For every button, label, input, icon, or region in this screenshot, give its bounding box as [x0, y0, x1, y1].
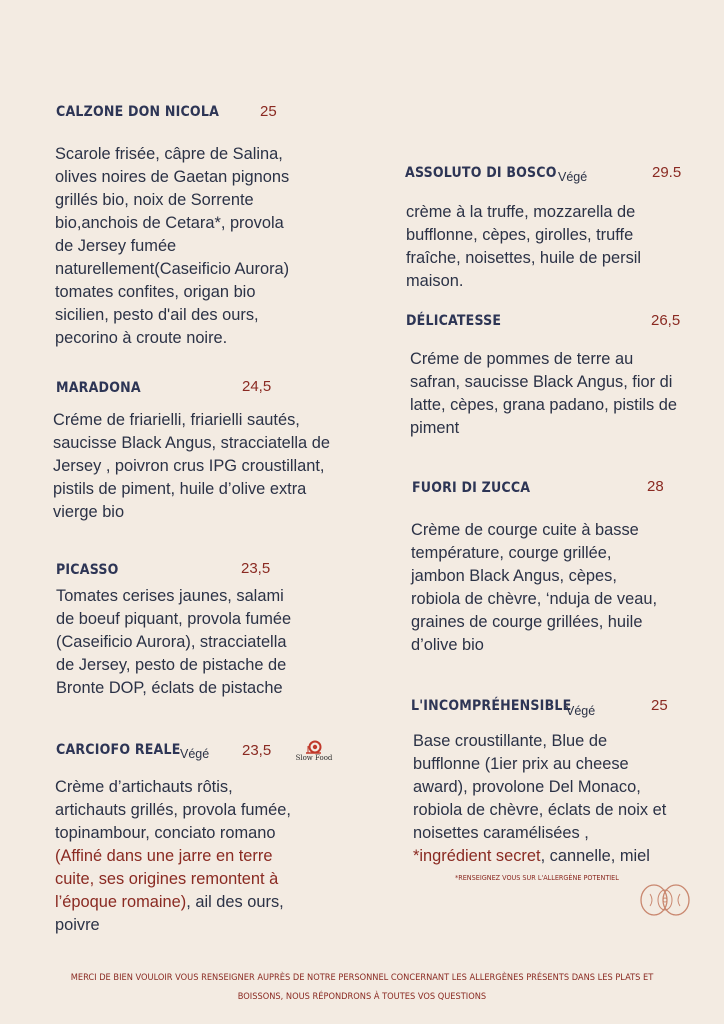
slow-food-label: Slow Food	[295, 754, 333, 762]
item-title-delicatesse: DÉLICATESSE	[406, 313, 502, 329]
desc-line: Crème de courge cuite à basse	[411, 521, 639, 539]
slow-food-badge	[292, 740, 336, 766]
desc-line: grillés bio, noix de Sorrente	[55, 191, 254, 209]
desc-line: latte, cèpes, grana padano, pistils de	[410, 396, 677, 414]
item-desc-fuori	[411, 519, 657, 657]
desc-line: olives noires de Gaetan pignons	[55, 168, 290, 186]
desc-text: , cannelle, miel	[540, 847, 650, 865]
desc-line: saucisse Black Angus, stracciatella de	[53, 434, 330, 452]
allergen-note: *RENSEIGNEZ VOUS SUR L'ALLERGÈNE POTENTIEL	[455, 873, 619, 882]
desc-line: vierge bio	[53, 503, 125, 521]
item-title-fuori: FUORI DI ZUCCA	[412, 480, 531, 496]
desc-line: pecorino à croute noire.	[55, 329, 228, 347]
secret-ingredient: *ingrédient secret	[413, 847, 541, 865]
item-desc-calzone	[55, 143, 289, 350]
desc-line: bio,anchois de Cetara*, provola	[55, 214, 284, 232]
desc-highlight: l’époque romaine)	[55, 893, 187, 911]
restaurant-logo-icon	[638, 882, 692, 918]
desc-line: pistils de piment, huile d’olive extra	[53, 480, 307, 498]
item-title-incomprehensible: L'INCOMPRÉHENSIBLE	[411, 698, 572, 714]
item-price-calzone: 25	[260, 103, 277, 120]
desc-line: artichauts grillés, provola fumée,	[55, 801, 291, 819]
desc-line: naturellement(Caseificio Aurora)	[55, 260, 290, 278]
desc-line	[55, 891, 291, 914]
desc-line-highlight: (Affiné dans une jarre en terre	[55, 847, 273, 865]
desc-line: tomates confites, origan bio	[55, 283, 256, 301]
desc-line: award), provolone Del Monaco,	[413, 778, 641, 796]
item-price-incomprehensible: 25	[651, 697, 668, 714]
desc-line: crème à la truffe, mozzarella de	[406, 203, 636, 221]
desc-line: Base croustillante, Blue de	[413, 732, 608, 750]
desc-line: Bronte DOP, éclats de pistache	[56, 679, 283, 697]
desc-line: jambon Black Angus, cèpes,	[411, 567, 617, 585]
item-title-maradona: MARADONA	[56, 380, 141, 396]
item-desc-delicatesse	[410, 348, 677, 440]
desc-line: robiola de chèvre, ‘nduja de veau,	[411, 590, 658, 608]
item-price-delicatesse: 26,5	[651, 312, 681, 329]
item-desc-maradona	[53, 409, 330, 524]
item-price-maradona: 24,5	[242, 378, 272, 395]
item-vege-assoluto: Végé	[558, 170, 588, 184]
desc-line: sicilien, pesto d'ail des ours,	[55, 306, 259, 324]
desc-line: robiola de chèvre, éclats de noix et	[413, 801, 667, 819]
desc-line: poivre	[55, 916, 100, 934]
item-title-calzone: CALZONE DON NICOLA	[56, 104, 220, 120]
desc-line: (Caseificio Aurora), stracciatella	[56, 633, 287, 651]
desc-line: Créme de friarielli, friarielli sautés,	[53, 411, 300, 429]
item-desc-incomprehensible	[413, 730, 666, 868]
desc-line: topinambour, conciato romano	[55, 824, 276, 842]
desc-line: graines de courge grillées, huile	[411, 613, 643, 631]
desc-line: noisettes caramélisées ,	[413, 824, 589, 842]
desc-line-highlight: cuite, ses origines remontent à	[55, 870, 279, 888]
item-title-carciofo: CARCIOFO REALE	[56, 742, 181, 758]
footer-line: BOISSONS, NOUS RÉPONDRONS À TOUTES VOS QUESTIONS	[237, 991, 487, 1002]
desc-line: bufflonne, cèpes, girolles, truffe	[406, 226, 634, 244]
footer-line: MERCI DE BIEN VOULOIR VOUS RENSEIGNER AUPRÈS DE NOTRE PERSONNEL CONCERNANT LES ALLERGÈNES PRÉSENTS DANS LES PLATS ET	[70, 972, 654, 983]
desc-line: bufflonne (1ier prix au cheese	[413, 755, 629, 773]
desc-line: de Jersey, pesto de pistache de	[56, 656, 287, 674]
desc-line: Crème d’artichauts rôtis,	[55, 778, 233, 796]
desc-line: safran, saucisse Black Angus, fior di	[410, 373, 673, 391]
snail-icon	[305, 740, 323, 754]
desc-line: de boeuf piquant, provola fumée	[56, 610, 292, 628]
desc-line: de Jersey fumée	[55, 237, 177, 255]
desc-line: piment	[410, 419, 460, 437]
item-vege-carciofo: Végé	[180, 747, 210, 761]
item-desc-picasso	[56, 585, 291, 700]
desc-line: Scarole frisée, câpre de Salina,	[55, 145, 283, 163]
item-desc-assoluto	[406, 201, 641, 293]
item-price-assoluto: 29.5	[652, 164, 682, 181]
item-price-picasso: 23,5	[241, 560, 271, 577]
desc-line: Créme de pommes de terre au	[410, 350, 634, 368]
desc-line: fraîche, noisettes, huile de persil	[406, 249, 642, 267]
item-vege-incomprehensible: Végé	[566, 704, 596, 718]
desc-line: d’olive bio	[411, 636, 484, 654]
desc-text: , ail des ours,	[186, 893, 284, 911]
item-title-picasso: PICASSO	[56, 562, 119, 578]
item-desc-carciofo	[55, 776, 291, 937]
desc-line: maison.	[406, 272, 464, 290]
desc-line: Jersey , poivron crus IPG croustillant,	[53, 457, 325, 475]
desc-line: Tomates cerises jaunes, salami	[56, 587, 284, 605]
item-title-assoluto: ASSOLUTO DI BOSCO	[405, 165, 557, 181]
desc-line: température, courge grillée,	[411, 544, 612, 562]
item-price-fuori: 28	[647, 478, 664, 495]
footer-allergens	[70, 968, 654, 1006]
desc-line	[413, 845, 666, 868]
item-price-carciofo: 23,5	[242, 742, 272, 759]
